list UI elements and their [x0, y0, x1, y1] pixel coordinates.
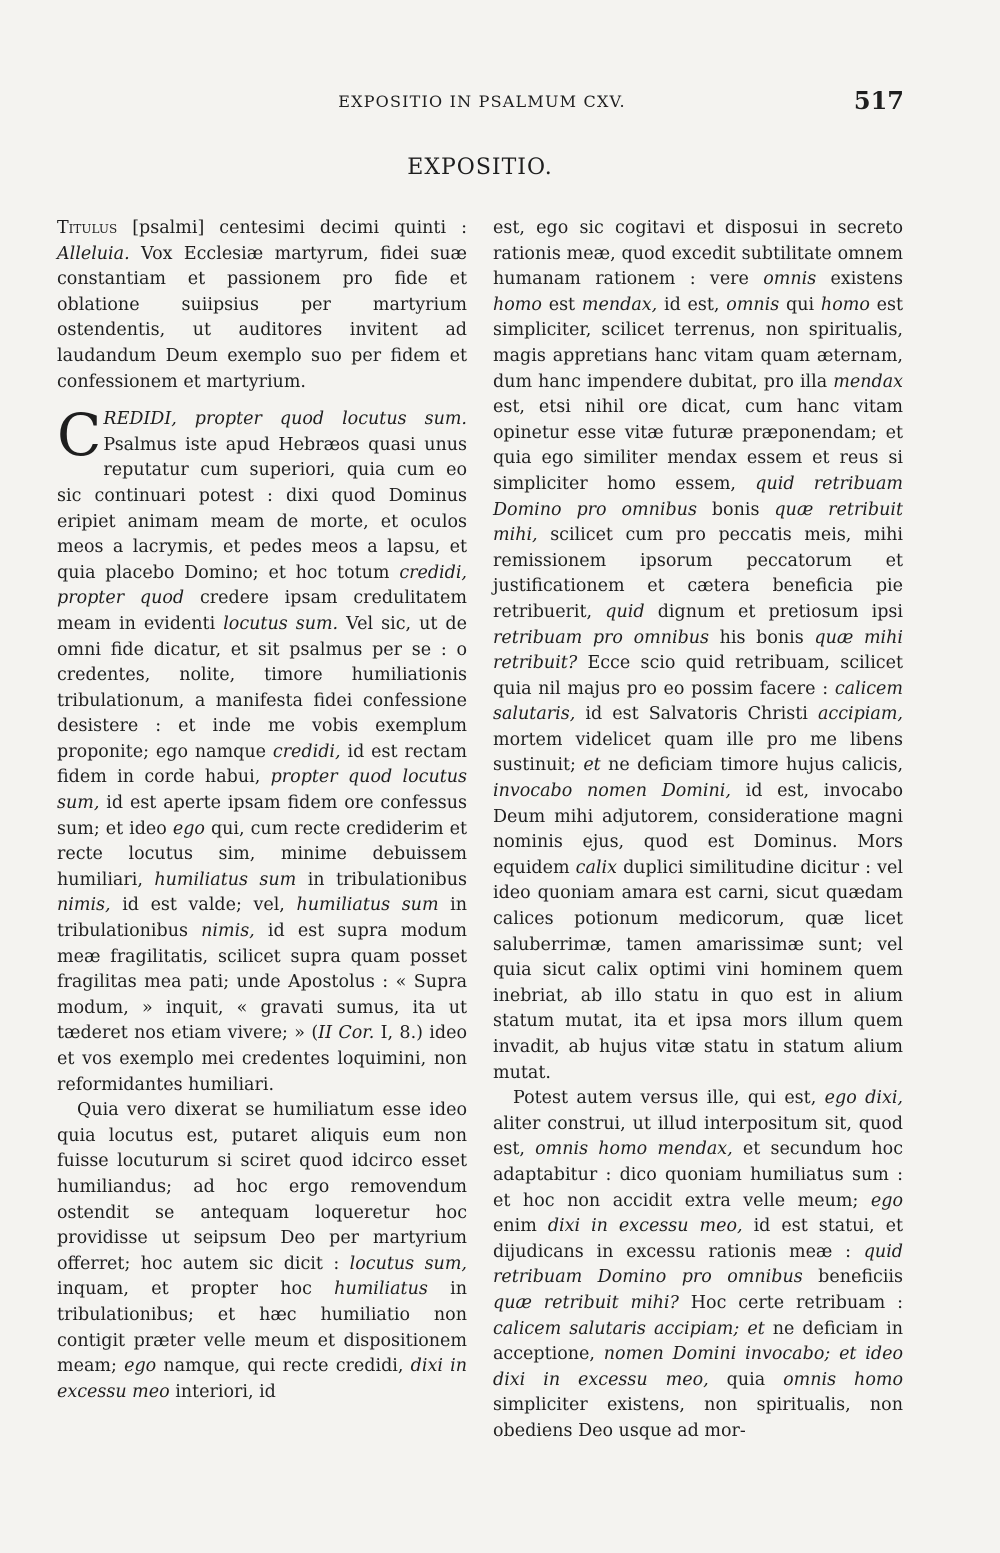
- italic-run: ego: [870, 1190, 903, 1211]
- italic-run: locutus sum,: [349, 1253, 467, 1274]
- text-run: id est rectam fidem in corde habui,: [57, 741, 467, 788]
- italic-run: homo: [493, 294, 542, 315]
- italic-run: ego: [124, 1356, 157, 1377]
- text-run: Potest autem versus ille, qui est,: [513, 1088, 825, 1109]
- left-column: [57, 216, 467, 1405]
- text-run: existens: [816, 269, 903, 290]
- quia-vero-paragraph: [57, 1098, 467, 1405]
- text-run: in tribulationibus: [296, 869, 467, 890]
- text-run: enim: [493, 1216, 548, 1237]
- italic-run: et: [583, 755, 601, 776]
- section-title: EXPOSITIO.: [407, 155, 553, 180]
- text-run: et secundum hoc adaptabitur : dico quoniam humiliatus sum : et hoc non accidit extra velle meum;: [493, 1139, 903, 1211]
- text-run: est simpliciter, scilicet terrenus, non spiritualis, magis appretians hanc vitam quam æternam, dum hanc impendere dubitat, pro illa: [493, 294, 904, 392]
- italic-run: nimis,: [57, 895, 111, 916]
- text-run: id est aperte ipsam fidem ore confessus sum; et ideo: [57, 793, 467, 839]
- italic-run: locutus sum.: [223, 613, 339, 634]
- text-run: qui: [779, 294, 821, 315]
- text-run: mortem videlicet quam ille pro me libens sustinuit;: [493, 729, 903, 776]
- italic-run: calicem salutaris,: [493, 678, 903, 725]
- text-run: aliter construi, ut illud interpositum sit, quod est,: [493, 1113, 903, 1160]
- italic-run: accipiam,: [817, 704, 903, 725]
- text-run: his bonis: [709, 627, 815, 648]
- italic-run: nomen Domini invocabo; et ideo dixi in excessu meo,: [493, 1344, 903, 1390]
- italic-run: quid: [605, 601, 645, 622]
- italic-run: calix: [575, 857, 617, 878]
- italic-run: omnis homo mendax,: [535, 1139, 733, 1160]
- text-run: quia: [708, 1369, 784, 1390]
- page-number: 517: [853, 86, 904, 115]
- text-run: id est statui, et dijudicans in excessu rationis meæ :: [493, 1216, 903, 1262]
- italic-run: ego dixi,: [824, 1088, 903, 1109]
- italic-run: mendax: [833, 371, 903, 392]
- text-run: Vel sic, ut de omni fide dicatur, et sit psalmus per se : o credentes, nolite, timore humiliationis tribulationum, a manifesta fidei confessione desistere : et inde me vobis exemplum proponite; ego namque: [57, 613, 467, 762]
- text-run: Hoc certe retribuam :: [678, 1292, 904, 1313]
- text-run: ne deficiam timore hujus calicis,: [600, 755, 904, 776]
- text-run: est, ego sic cogitavi et disposui in secreto rationis meæ, quod excedit subtilitate omnem humanam rationem : vere: [493, 218, 903, 290]
- italic-run: retribuam pro omnibus: [493, 627, 710, 648]
- text-run: beneficiis: [802, 1267, 903, 1288]
- text-run: Ecce scio quid retribuam, scilicet quia nil majus pro eo possim facere :: [493, 653, 903, 699]
- italic-run: omnis: [726, 294, 780, 315]
- italic-run: credidi,: [272, 741, 341, 762]
- text-run: Psalmus iste apud Hebræos quasi unus reputatur cum superiori, quia cum eo sic continuari potest : dixi quod Dominus eripiet animam meam de morte, et oculos meos a lacrymis, et pedes meos a lapsu, et quia placebo Domino; et hoc totum: [57, 434, 467, 583]
- text-run: interiori, id: [169, 1381, 276, 1402]
- italic-run: mendax,: [581, 294, 658, 315]
- italic-run: homo: [820, 294, 870, 315]
- italic-run: dixi in excessu meo,: [547, 1216, 743, 1237]
- text-run: id est supra modum meæ fragilitatis, scilicet supra quam posset fragilitas mea pati; unde Apostolus : « Supra modum, » inquit, « gravati sumus, ita ut tæderet nos etiam vivere; » (: [57, 921, 467, 1044]
- text-run: I, 8.) ideo et vos exemplo mei credentes loquimini, non reformidantes humiliari.: [57, 1023, 467, 1095]
- italic-run: credidi, propter quod: [57, 562, 467, 609]
- text-run: in tribulationibus: [57, 895, 467, 942]
- text-run: id est,: [657, 294, 727, 315]
- running-title: EXPOSITIO IN PSALMUM CXV.: [338, 92, 626, 111]
- text-run: Quia vero dixerat se humiliatum esse ideo quia locutus est, putaret aliquis eum non fuisse locuturum si sciret quod idcirco esset humiliandus; ad hoc ergo removendum ostendit se antequam loqueretur hoc providisse ut seipsum Deo per martyrium offerret; hoc autem sic dicit :: [57, 1100, 467, 1274]
- text-run: credere ipsam credulitatem meam in evidenti: [57, 588, 467, 634]
- italic-run: calicem salutaris accipiam; et: [493, 1318, 765, 1339]
- text-run: [psalmi] centesimi decimi quinti :: [117, 218, 467, 238]
- text-run: simpliciter existens, non spiritualis, non obediens Deo usque ad mor-: [493, 1395, 903, 1441]
- credidi-paragraph: [57, 401, 468, 1098]
- text-run: bonis: [696, 499, 775, 520]
- running-head: [60, 86, 904, 116]
- text-run: ne deficiam in acceptione,: [493, 1318, 903, 1365]
- italic-run: omnis: [763, 269, 817, 290]
- italic-run: propter quod locutus sum,: [57, 767, 468, 814]
- italic-run: quæ retribuit mihi,: [493, 499, 903, 546]
- text-run: qui, cum recte crediderim et recte locutus sim, minime debuissem humiliari,: [57, 818, 468, 890]
- italic-run: quid retribuam Domino pro omnibus: [493, 473, 903, 520]
- potest-paragraph: [493, 1086, 903, 1444]
- titulus-label: Titulus: [57, 218, 118, 238]
- text-run: in tribulationibus; et hæc humiliatio non contigit præter velle meum et dispositionem meam;: [57, 1279, 467, 1377]
- italic-run: humiliatus sum: [154, 869, 297, 890]
- italic-run: humiliatus: [334, 1279, 428, 1300]
- text-run: id est valde; vel,: [110, 895, 297, 916]
- italic-run: omnis homo: [783, 1369, 903, 1390]
- text-run: id est, invocabo Deum mihi adjutorem, consideratione magni nominis ejus, quod est Dominus. Mors equidem: [493, 781, 903, 878]
- italic-run: quæ retribuit mihi?: [493, 1292, 679, 1313]
- italic-run: ego: [172, 818, 205, 839]
- italic-run: humiliatus sum: [296, 895, 439, 916]
- italic-run: quid retribuam Domino pro omnibus: [493, 1241, 903, 1288]
- italic-run: dixi in excessu meo: [57, 1356, 468, 1402]
- text-run: id est Salvatoris Christi: [575, 704, 818, 725]
- italic-run: invocabo nomen Domini,: [493, 781, 731, 802]
- titulus-paragraph: [57, 216, 467, 395]
- continuation-paragraph: [493, 216, 903, 1086]
- italic-run: II Cor.: [318, 1023, 375, 1044]
- text-run: est, etsi nihil ore dicat, cum hanc vitam opinetur esse vitæ futuræ præponendam; et quia ego similiter mendax essem et reus si simpliciter homo essem,: [493, 397, 903, 494]
- text-run: dignum et pretiosum ipsi: [644, 601, 903, 622]
- italic-run: quæ mihi retribuit?: [493, 627, 904, 674]
- drop-cap: C: [57, 401, 102, 470]
- text-run: namque, qui recte credidi,: [156, 1356, 411, 1377]
- text-run: inquam, et propter hoc: [57, 1279, 335, 1300]
- text-run: duplici similitudine dicitur : vel ideo quoniam amara est carni, sicut quædam calices potionum medicorum, quæ licet saluberrimæ, tamen amarissimæ sunt; vel quia sicut calix optimi vini hominem quem inebriat, ab illo statu in quo est in alium statum mutat, ita et ipsa mors illum quem invadit, ab hujus vitæ statu in statum alium mutat.: [493, 857, 903, 1083]
- italic-run: nimis,: [201, 921, 255, 942]
- text-run: Vox Ecclesiæ martyrum, fidei suæ constantiam et passionem pro fide et oblatione suiipsius per martyrium ostendentis, ut auditores invitent ad laudandum Deum exemplo suo per fidem et confessionem et martyrium.: [57, 243, 467, 392]
- italic-run: REDIDI, propter quod locutus sum.: [103, 409, 467, 430]
- italic-run: Alleluia.: [57, 243, 130, 264]
- text-run: est: [541, 294, 582, 315]
- text-run: scilicet cum pro peccatis meis, mihi remissionem ipsorum peccatorum et justificationem et cætera beneficia pie retribuerit,: [493, 525, 903, 622]
- right-column: [493, 216, 903, 1445]
